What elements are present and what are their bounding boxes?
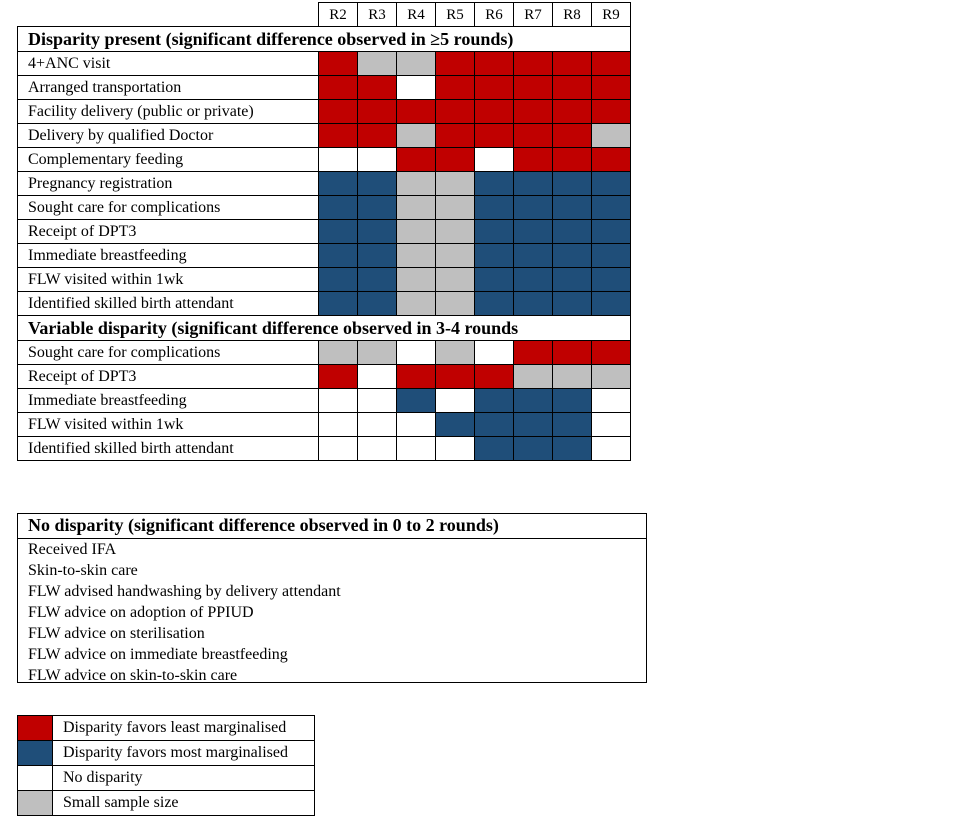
round-header: R7 (514, 3, 553, 27)
cell-red (475, 52, 514, 76)
table-row (18, 76, 631, 100)
row-label: Identified skilled birth attendant (18, 437, 319, 461)
cell-red (475, 124, 514, 148)
section-row (18, 27, 631, 52)
legend-row (18, 741, 315, 766)
cell-blue (592, 172, 631, 196)
cell-red (319, 365, 358, 389)
cell-blue (475, 172, 514, 196)
cell-gray (436, 292, 475, 316)
legend-label: Small sample size (53, 791, 315, 816)
table-row (18, 172, 631, 196)
cell-white (319, 413, 358, 437)
row-label: Delivery by qualified Doctor (18, 124, 319, 148)
cell-blue (475, 292, 514, 316)
round-header: R6 (475, 3, 514, 27)
cell-gray (397, 292, 436, 316)
cell-white (436, 389, 475, 413)
cell-white (319, 148, 358, 172)
cell-red (592, 100, 631, 124)
cell-gray (436, 172, 475, 196)
cell-white (592, 437, 631, 461)
cell-blue (514, 292, 553, 316)
cell-blue (436, 413, 475, 437)
cell-blue (319, 244, 358, 268)
cell-white (397, 413, 436, 437)
cell-blue (358, 220, 397, 244)
cell-white (436, 437, 475, 461)
cell-red (436, 52, 475, 76)
cell-red (475, 76, 514, 100)
cell-gray (436, 196, 475, 220)
row-label: Complementary feeding (18, 148, 319, 172)
cell-red (592, 148, 631, 172)
legend-row (18, 791, 315, 816)
round-header: R2 (319, 3, 358, 27)
cell-red (553, 100, 592, 124)
cell-white (358, 365, 397, 389)
row-label: Pregnancy registration (18, 172, 319, 196)
cell-gray (397, 220, 436, 244)
disparity-grid (17, 2, 631, 461)
no-disparity-box (17, 513, 647, 683)
cell-blue (553, 244, 592, 268)
row-label: 4+ANC visit (18, 52, 319, 76)
cell-red (397, 365, 436, 389)
table-row (18, 365, 631, 389)
legend-label: Disparity favors least marginalised (53, 716, 315, 741)
cell-blue (475, 389, 514, 413)
cell-white (397, 437, 436, 461)
cell-gray (436, 220, 475, 244)
table-row (18, 268, 631, 292)
cell-red (514, 124, 553, 148)
header-row (18, 3, 631, 27)
cell-red (358, 124, 397, 148)
legend-row (18, 766, 315, 791)
cell-red (397, 100, 436, 124)
cell-red (592, 341, 631, 365)
cell-white (475, 341, 514, 365)
cell-red (358, 76, 397, 100)
table-row (18, 220, 631, 244)
cell-white (397, 341, 436, 365)
section-title: Variable disparity (significant difference observed in 3-4 rounds (18, 316, 631, 341)
cell-blue (358, 196, 397, 220)
table-row (18, 292, 631, 316)
section-title: Disparity present (significant difference observed in ≥5 rounds) (18, 27, 631, 52)
cell-gray (397, 52, 436, 76)
cell-blue (514, 172, 553, 196)
cell-red (553, 52, 592, 76)
table-row (18, 437, 631, 461)
cell-blue (553, 220, 592, 244)
cell-blue (514, 389, 553, 413)
row-label: Facility delivery (public or private) (18, 100, 319, 124)
row-label: Sought care for complications (18, 341, 319, 365)
cell-blue (475, 268, 514, 292)
cell-red (553, 148, 592, 172)
cell-red (436, 100, 475, 124)
table-row (18, 100, 631, 124)
cell-blue (553, 437, 592, 461)
no-disparity-item: FLW advice on skin-to-skin care (28, 667, 238, 684)
cell-blue (514, 244, 553, 268)
cell-gray (436, 244, 475, 268)
table-row (18, 52, 631, 76)
row-label: Identified skilled birth attendant (18, 292, 319, 316)
cell-red (475, 100, 514, 124)
cell-white (475, 148, 514, 172)
cell-blue (514, 268, 553, 292)
cell-blue (319, 196, 358, 220)
legend-swatch-red (18, 716, 53, 741)
round-header: R5 (436, 3, 475, 27)
cell-red (514, 76, 553, 100)
cell-red (553, 341, 592, 365)
cell-gray (397, 172, 436, 196)
round-header: R4 (397, 3, 436, 27)
cell-red (436, 365, 475, 389)
cell-blue (475, 413, 514, 437)
cell-white (592, 413, 631, 437)
row-label: Immediate breastfeeding (18, 389, 319, 413)
cell-blue (553, 413, 592, 437)
cell-red (319, 100, 358, 124)
round-header: R9 (592, 3, 631, 27)
legend-swatch-gray (18, 791, 53, 816)
cell-red (514, 52, 553, 76)
legend-swatch-blue (18, 741, 53, 766)
cell-blue (592, 292, 631, 316)
no-disparity-item: FLW advice on adoption of PPIUD (28, 604, 254, 621)
row-label: FLW visited within 1wk (18, 268, 319, 292)
cell-gray (358, 341, 397, 365)
cell-blue (319, 268, 358, 292)
row-label: FLW visited within 1wk (18, 413, 319, 437)
cell-blue (592, 196, 631, 220)
cell-red (436, 124, 475, 148)
table-row (18, 341, 631, 365)
cell-blue (475, 437, 514, 461)
cell-blue (358, 292, 397, 316)
cell-red (436, 148, 475, 172)
cell-blue (514, 413, 553, 437)
cell-blue (319, 292, 358, 316)
round-header: R8 (553, 3, 592, 27)
cell-gray (436, 341, 475, 365)
row-label: Sought care for complications (18, 196, 319, 220)
section-row (18, 316, 631, 341)
table-row (18, 124, 631, 148)
cell-white (358, 437, 397, 461)
cell-red (592, 52, 631, 76)
cell-blue (514, 220, 553, 244)
cell-blue (592, 220, 631, 244)
row-label: Arranged transportation (18, 76, 319, 100)
cell-red (553, 124, 592, 148)
cell-gray (436, 268, 475, 292)
cell-red (514, 100, 553, 124)
no-disparity-item: Skin-to-skin care (28, 562, 138, 579)
cell-gray (358, 52, 397, 76)
cell-blue (358, 244, 397, 268)
legend-row (18, 716, 315, 741)
cell-blue (319, 172, 358, 196)
row-label: Immediate breastfeeding (18, 244, 319, 268)
cell-white (358, 148, 397, 172)
table-row (18, 389, 631, 413)
cell-gray (553, 365, 592, 389)
cell-gray (397, 268, 436, 292)
cell-blue (553, 389, 592, 413)
cell-blue (553, 268, 592, 292)
no-disparity-item: FLW advised handwashing by delivery attendant (28, 583, 341, 600)
cell-red (319, 124, 358, 148)
cell-white (358, 389, 397, 413)
cell-blue (592, 268, 631, 292)
table-row (18, 413, 631, 437)
cell-blue (397, 389, 436, 413)
legend-label: Disparity favors most marginalised (53, 741, 315, 766)
cell-white (592, 389, 631, 413)
cell-gray (397, 244, 436, 268)
cell-red (514, 148, 553, 172)
cell-red (475, 365, 514, 389)
cell-red (514, 341, 553, 365)
cell-blue (592, 244, 631, 268)
cell-gray (397, 196, 436, 220)
table-row (18, 196, 631, 220)
cell-white (397, 76, 436, 100)
cell-white (319, 389, 358, 413)
header-blank (18, 3, 319, 27)
no-disparity-item: Received IFA (28, 541, 117, 558)
cell-blue (553, 292, 592, 316)
no-disparity-title: No disparity (significant difference observed in 0 to 2 rounds) (18, 514, 646, 539)
cell-blue (358, 172, 397, 196)
legend-swatch-white (18, 766, 53, 791)
legend-label: No disparity (53, 766, 315, 791)
row-label: Receipt of DPT3 (18, 220, 319, 244)
cell-red (397, 148, 436, 172)
cell-red (436, 76, 475, 100)
cell-gray (319, 341, 358, 365)
cell-white (358, 413, 397, 437)
cell-blue (475, 244, 514, 268)
round-header: R3 (358, 3, 397, 27)
cell-blue (514, 437, 553, 461)
cell-blue (319, 220, 358, 244)
cell-red (592, 76, 631, 100)
cell-white (319, 437, 358, 461)
cell-blue (553, 172, 592, 196)
cell-red (319, 52, 358, 76)
table-row (18, 148, 631, 172)
row-label: Receipt of DPT3 (18, 365, 319, 389)
cell-red (358, 100, 397, 124)
no-disparity-item: FLW advice on immediate breastfeeding (28, 646, 288, 663)
cell-blue (475, 196, 514, 220)
no-disparity-item: FLW advice on sterilisation (28, 625, 205, 642)
cell-red (319, 76, 358, 100)
cell-gray (397, 124, 436, 148)
cell-blue (358, 268, 397, 292)
cell-gray (592, 365, 631, 389)
legend (17, 715, 315, 816)
cell-blue (475, 220, 514, 244)
table-row (18, 244, 631, 268)
cell-gray (592, 124, 631, 148)
cell-blue (553, 196, 592, 220)
cell-gray (514, 365, 553, 389)
cell-blue (514, 196, 553, 220)
cell-red (553, 76, 592, 100)
